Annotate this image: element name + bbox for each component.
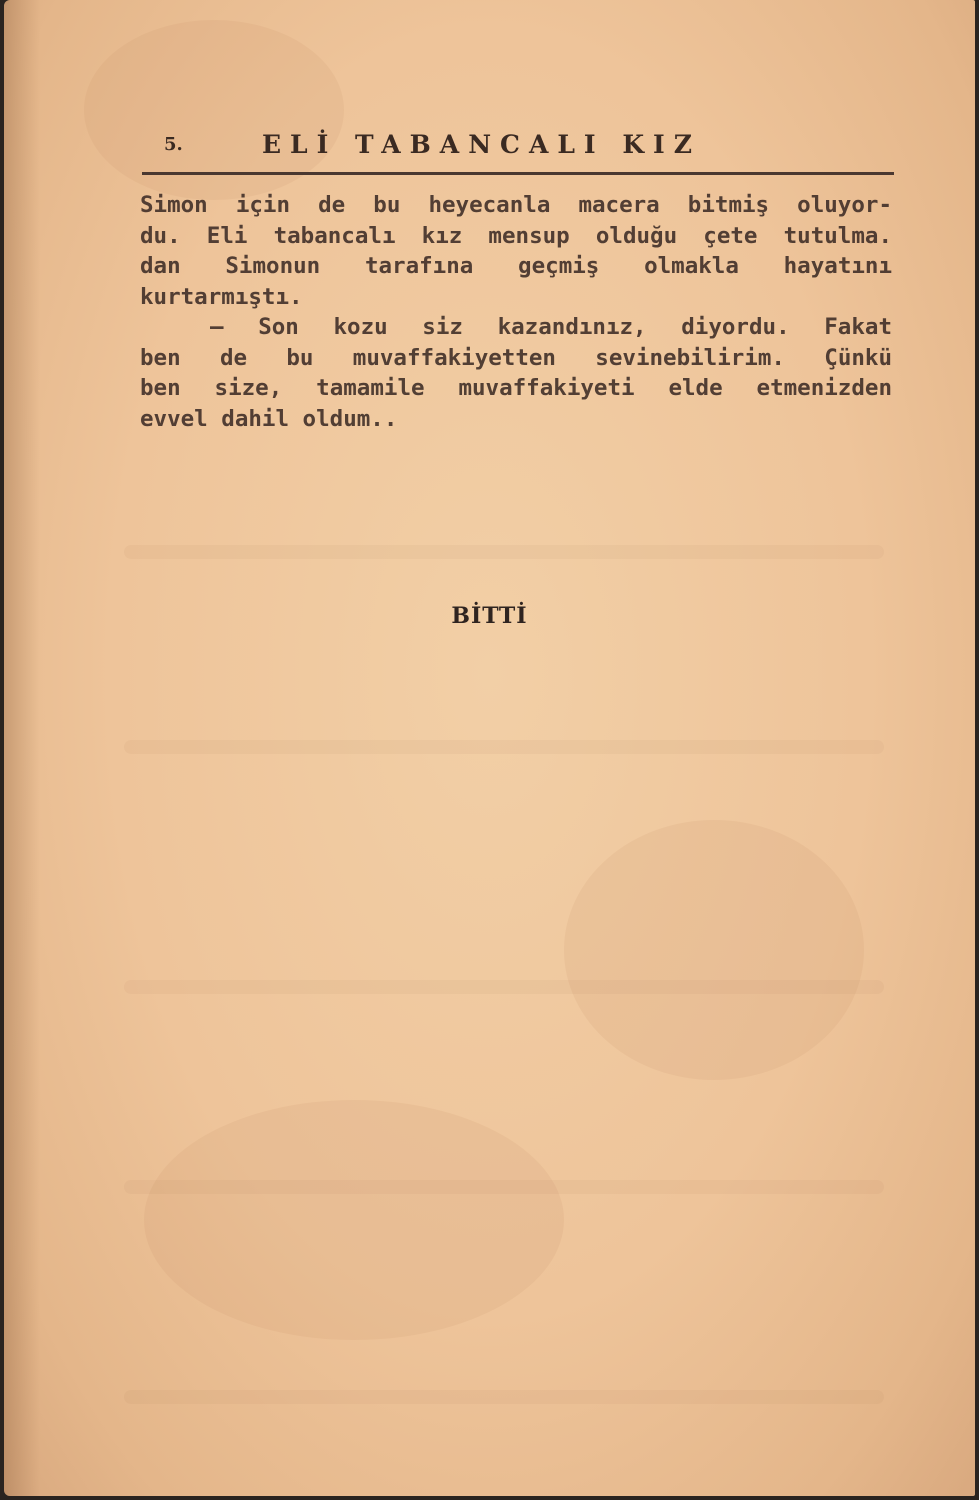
page-number: 5. bbox=[164, 134, 183, 155]
text-line: kurtarmıştı. bbox=[140, 283, 303, 310]
ink-bleed-through bbox=[124, 740, 884, 754]
page-spine-shadow bbox=[4, 0, 40, 1496]
text-line: dan Simonun tarafına geçmiş olmakla hayatını bbox=[140, 253, 892, 279]
ink-bleed-through bbox=[124, 545, 884, 559]
paper-stain bbox=[564, 820, 864, 1080]
end-mark: BİTTİ bbox=[451, 603, 528, 629]
running-title: ELİ TABANCALI KIZ bbox=[262, 130, 701, 159]
body-text bbox=[140, 190, 892, 434]
text-line: du. Eli tabancalı kız mensup olduğu çete tutulma. bbox=[140, 222, 892, 249]
ink-bleed-through bbox=[124, 980, 884, 994]
text-line: ben de bu muvaffakiyetten sevinebilirim. Çünkü bbox=[140, 344, 892, 371]
text-line: evvel dahil oldum.. bbox=[140, 405, 398, 432]
ink-bleed-through bbox=[124, 1180, 884, 1194]
ink-bleed-through bbox=[124, 1390, 884, 1404]
book-page bbox=[4, 0, 975, 1496]
text-line: Simon için de bu heyecanla macera bitmiş oluyor- bbox=[140, 192, 892, 218]
paper-stain bbox=[144, 1100, 564, 1340]
page-header bbox=[162, 128, 892, 168]
header-rule bbox=[142, 172, 894, 175]
text-line: ben size, tamamile muvaffakiyeti elde etmenizden bbox=[140, 375, 892, 401]
text-line: — Son kozu siz kazandınız, diyordu. Fakat bbox=[210, 314, 892, 340]
